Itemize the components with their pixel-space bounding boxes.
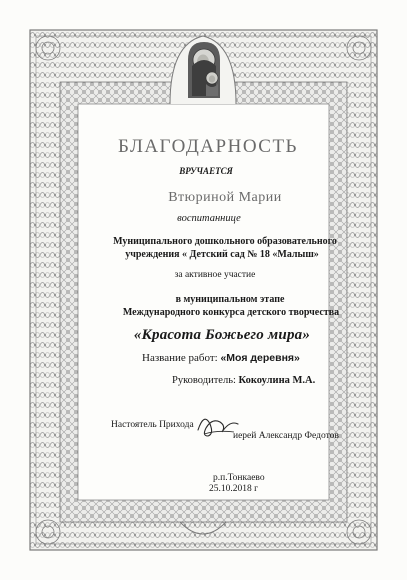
reason-text: за активное участие (174, 270, 256, 280)
work-title: «Моя деревня» (220, 352, 300, 364)
work-line (142, 352, 300, 364)
priest-name: иерей Александр Федотов (233, 431, 339, 441)
certificate-title: БЛАГОДАРНОСТЬ (118, 136, 298, 157)
leader-label: Руководитель: (172, 375, 236, 386)
stage-line-1: в муниципальном этапе (175, 294, 285, 305)
recipient-role: воспитаннице (177, 213, 241, 224)
leader-name: Кокоулина М.А. (238, 375, 316, 386)
organization-line-1: Муниципального дошкольного образовательного (113, 236, 337, 247)
virgin-mary-icon (186, 40, 222, 98)
contest-name: «Красота Божьего мира» (133, 327, 311, 343)
place-name: р.п.Тонкаево (213, 473, 265, 483)
rector-label: Настоятель Прихода (111, 420, 194, 430)
leader-line (172, 375, 315, 386)
awarded-label: ВРУЧАЕТСЯ (179, 166, 233, 176)
work-label: Название работ: (142, 352, 218, 364)
recipient-name: Втюриной Марии (168, 190, 282, 205)
stage-line-2: Международного конкурса детского творчества (122, 307, 340, 318)
issue-date: 25.10.2018 г (209, 484, 259, 494)
organization-line-2: учреждения « Детский сад № 18 «Малыш» (125, 249, 319, 260)
